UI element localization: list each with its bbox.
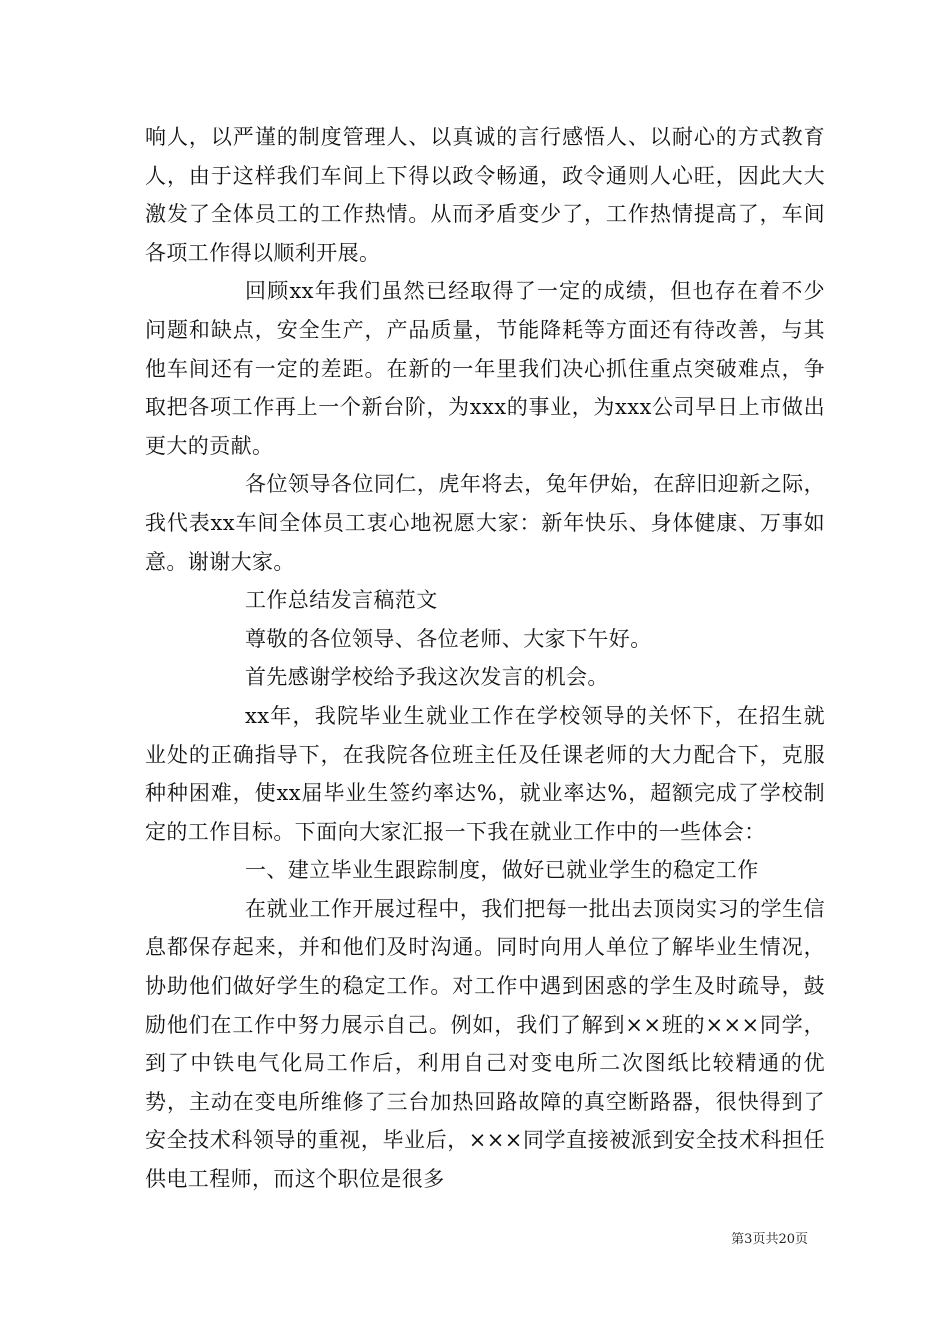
paragraph-1: 响人，以严谨的制度管理人、以真诚的言行感悟人、以耐心的方式教育人，由于这样我们车间上下得以政令畅通，政令通则人心旺，因此大大激发了全体员工的工作热情。从而矛盾变少了，工作热情提高了，车间各项工作得以顺利开展。 — [145, 125, 825, 265]
paragraph-3: 各位领导各位同仁，虎年将去，兔年伊始，在辞旧迎新之际，我代表xx车间全体员工衷心地祝愿大家：新年快乐、身体健康、万事如意。谢谢大家。 — [145, 472, 825, 574]
thanks-line: 首先感谢学校给予我这次发言的机会。 — [245, 665, 609, 690]
section-title: 工作总结发言稿范文 — [245, 588, 438, 613]
paragraph-7: xx年，我院毕业生就业工作在学校领导的关怀下，在招生就业处的正确指导下，在我院各位班主任及任课老师的大力配合下，克服种种困难，使xx届毕业生签约率达%，就业率达%，超额完成了学校制定的工作目标。下面向大家汇报一下我在就业工作中的一些体会： — [145, 703, 825, 844]
paragraph-2: 回顾xx年我们虽然已经取得了一定的成绩，但也存在着不少问题和缺点，安全生产，产品质量，节能降耗等方面还有待改善，与其他车间还有一定的差距。在新的一年里我们决心抓住重点突破难点，争取把各项工作再上一个新台阶，为xxx的事业，为xxx公司早日上市做出更大的贡献。 — [145, 279, 825, 458]
paragraph-9: 在就业工作开展过程中，我们把每一批出去顶岗实习的学生信息都保存起来，并和他们及时沟通。同时向用人单位了解毕业生情况，协助他们做好学生的稳定工作。对工作中遇到困惑的学生及时疏导，鼓励他们在工作中努力展示自己。例如，我们了解到××班的×××同学，到了中铁电气化局工作后，利用自己对变电所二次图纸比较精通的优势，主动在变电所维修了三台加热回路故障的真空断路器，很快得到了安全技术科领导的重视，毕业后，×××同学直接被派到安全技术科担任供电工程师，而这个职位是很多 — [145, 896, 825, 1192]
greeting-line: 尊敬的各位领导、各位老师、大家下午好。 — [245, 626, 652, 651]
section-heading-1: 一、建立毕业生跟踪制度，做好已就业学生的稳定工作 — [245, 858, 759, 883]
page-number: 第3页共20页 — [731, 1232, 808, 1247]
document-body — [145, 118, 825, 1199]
